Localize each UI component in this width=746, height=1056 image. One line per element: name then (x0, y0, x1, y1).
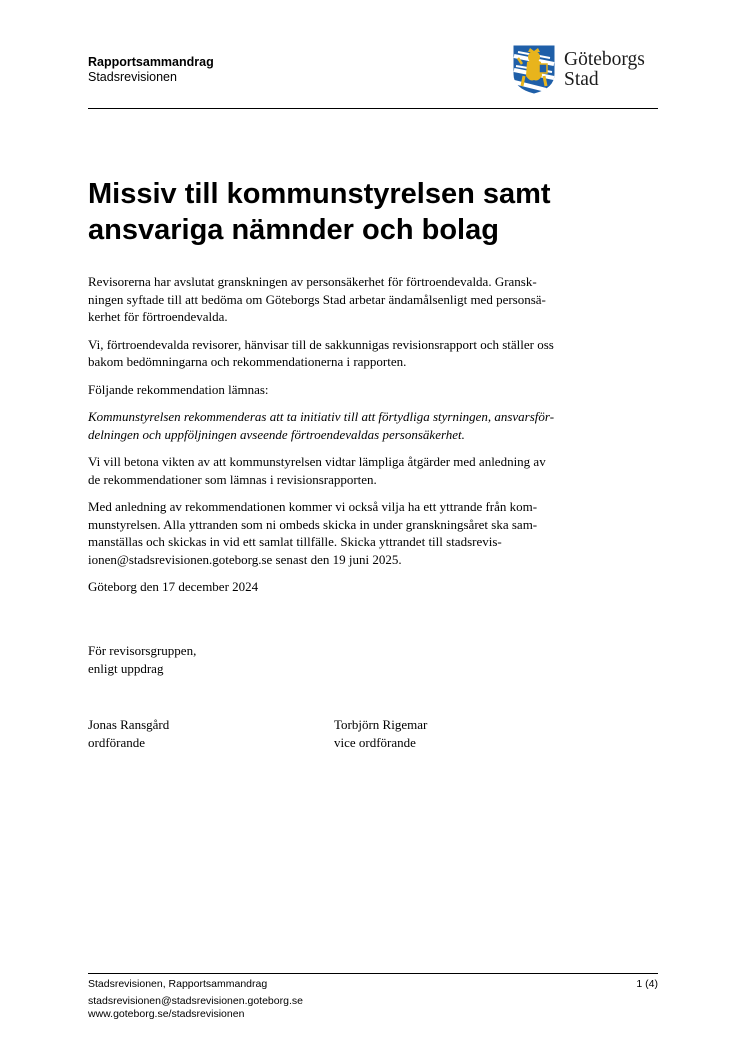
footer-line: Stadsrevisionen, Rapportsammandrag (88, 978, 268, 990)
text-line: Revisorerna har avslutat granskningen av personsäkerhet för förtroendevalda. Gransk- (88, 274, 537, 289)
text-line: kerhet för förtroendevalda. (88, 309, 228, 324)
paragraph-response-request (88, 498, 598, 568)
document-body (88, 273, 598, 606)
signature-intro-line: enligt uppdrag (88, 660, 164, 676)
text-line: de rekommendationer som lämnas i revisionsrapporten. (88, 471, 377, 487)
text-line: ionen@stadsrevisionen.goteborg.se senast den 19 juni 2025. (88, 551, 402, 567)
paragraph-emphasis (88, 453, 598, 488)
title-line-2: ansvariga nämnder och bolag (88, 214, 499, 246)
text-line: ningen syftade till att bedöma om Göteborgs Stad arbetar ändamålsenligt med personsä- (88, 291, 546, 307)
signature-intro (88, 642, 196, 677)
paragraph-reference (88, 336, 598, 371)
footer-divider (88, 973, 658, 974)
paragraph-date (88, 578, 598, 596)
text-line: Vi, förtroendevalda revisorer, hänvisar till de sakkunnigas revisionsrapport och ställer oss (88, 336, 554, 352)
paragraph-summary (88, 273, 598, 326)
title-line-1: Missiv till kommunstyrelsen samt (88, 178, 551, 210)
footer-email: stadsrevisionen@stadsrevisionen.goteborg.se (88, 995, 303, 1007)
logo-text (564, 50, 645, 90)
signer-name: Torbjörn Rigemar (334, 717, 428, 732)
signature-intro-line: För revisorsgruppen, (88, 643, 197, 658)
text-line: Följande rekommendation lämnas: (88, 381, 269, 397)
signer-role: ordförande (88, 734, 146, 750)
text-line: Med anledning av rekommendationen kommer vi också vilja ha ett yttrande från kom- (88, 499, 538, 514)
text-line: Vi vill betona vikten av att kommunstyrelsen vidtar lämpliga åtgärder med anledning av (88, 454, 546, 469)
header-divider (88, 108, 658, 109)
text-line: Göteborg den 17 december 2024 (88, 579, 259, 594)
header-block (88, 55, 214, 85)
header-title: Rapportsammandrag (88, 55, 214, 69)
text-line: bakom bedömningarna och rekommendationerna i rapporten. (88, 354, 407, 369)
page-number: 1 (4) (636, 978, 658, 990)
text-line: Kommunstyrelsen rekommenderas att ta initiativ till att förtydliga styrningen, ansvarsför- (88, 409, 555, 424)
goteborgs-stad-logo (512, 44, 662, 96)
text-line: manställas och skickas in vid ett samlat tillfälle. Skicka yttrandet till stadsrevis- (88, 534, 502, 549)
logo-text-line2: Stad (564, 69, 599, 90)
text-line: delningen och uppföljningen avseende förtroendevaldas personsäkerhet. (88, 426, 465, 442)
header-subtitle: Stadsrevisionen (88, 70, 177, 84)
text-line: munstyrelsen. Alla yttranden som ni ombeds skicka in under granskningsåret ska sam- (88, 516, 538, 532)
signer-vice-chair (334, 716, 427, 751)
document-title (88, 176, 668, 248)
signer-name: Jonas Ransgård (88, 717, 170, 732)
signer-chair (88, 716, 169, 751)
paragraph-recommendation (88, 408, 598, 443)
signer-role: vice ordförande (334, 734, 416, 750)
goteborg-coat-of-arms-icon (512, 44, 556, 94)
logo-text-line1: Göteborgs (564, 49, 645, 70)
page-footer (88, 978, 658, 1021)
footer-website: www.goteborg.se/stadsrevisionen (88, 1008, 245, 1020)
paragraph-recommendation-intro (88, 381, 598, 399)
